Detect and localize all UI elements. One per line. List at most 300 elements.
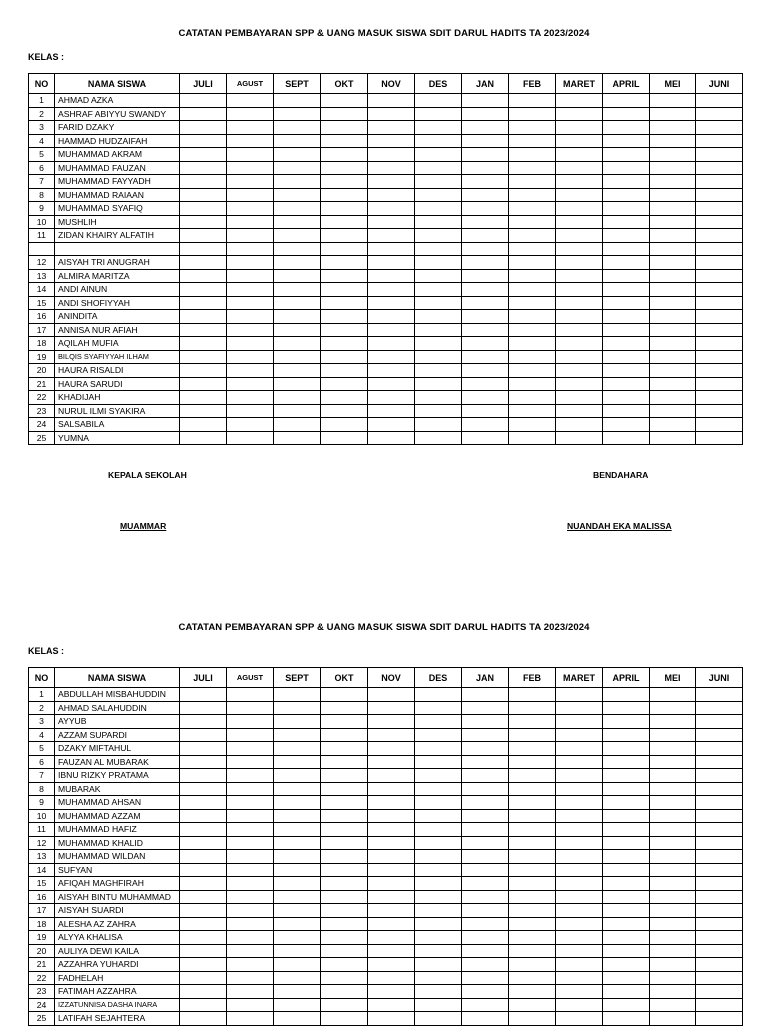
payment-cell[interactable] (509, 985, 556, 999)
payment-cell[interactable] (415, 931, 462, 945)
payment-cell[interactable] (603, 782, 650, 796)
payment-cell[interactable] (227, 998, 274, 1012)
payment-cell[interactable] (650, 404, 696, 418)
payment-cell[interactable] (321, 256, 368, 270)
payment-cell[interactable] (696, 134, 743, 148)
payment-cell[interactable] (603, 188, 650, 202)
payment-cell[interactable] (650, 998, 696, 1012)
payment-cell[interactable] (603, 769, 650, 783)
payment-cell[interactable] (509, 242, 556, 256)
payment-cell[interactable] (556, 310, 603, 324)
payment-cell[interactable] (650, 701, 696, 715)
payment-cell[interactable] (227, 296, 274, 310)
payment-cell[interactable] (556, 742, 603, 756)
payment-cell[interactable] (509, 742, 556, 756)
payment-cell[interactable] (415, 728, 462, 742)
payment-cell[interactable] (227, 202, 274, 216)
payment-cell[interactable] (227, 161, 274, 175)
payment-cell[interactable] (274, 931, 321, 945)
payment-cell[interactable] (321, 836, 368, 850)
payment-cell[interactable] (462, 823, 509, 837)
payment-cell[interactable] (509, 809, 556, 823)
payment-cell[interactable] (415, 877, 462, 891)
payment-cell[interactable] (368, 350, 415, 364)
payment-cell[interactable] (368, 364, 415, 378)
payment-cell[interactable] (227, 350, 274, 364)
payment-cell[interactable] (180, 769, 227, 783)
payment-cell[interactable] (650, 256, 696, 270)
payment-cell[interactable] (180, 148, 227, 162)
payment-cell[interactable] (603, 931, 650, 945)
payment-cell[interactable] (274, 877, 321, 891)
payment-cell[interactable] (556, 323, 603, 337)
payment-cell[interactable] (696, 796, 743, 810)
payment-cell[interactable] (368, 688, 415, 702)
payment-cell[interactable] (556, 917, 603, 931)
payment-cell[interactable] (696, 863, 743, 877)
payment-cell[interactable] (180, 1012, 227, 1026)
payment-cell[interactable] (462, 391, 509, 405)
payment-cell[interactable] (227, 323, 274, 337)
payment-cell[interactable] (321, 742, 368, 756)
payment-cell[interactable] (321, 688, 368, 702)
payment-cell[interactable] (603, 985, 650, 999)
payment-cell[interactable] (509, 958, 556, 972)
payment-cell[interactable] (274, 350, 321, 364)
payment-cell[interactable] (321, 971, 368, 985)
payment-cell[interactable] (227, 971, 274, 985)
payment-cell[interactable] (603, 431, 650, 445)
payment-cell[interactable] (274, 809, 321, 823)
payment-cell[interactable] (274, 823, 321, 837)
payment-cell[interactable] (650, 1012, 696, 1026)
payment-cell[interactable] (696, 94, 743, 108)
payment-cell[interactable] (556, 701, 603, 715)
payment-cell[interactable] (415, 796, 462, 810)
payment-cell[interactable] (462, 715, 509, 729)
payment-cell[interactable] (462, 769, 509, 783)
payment-cell[interactable] (462, 931, 509, 945)
payment-cell[interactable] (650, 877, 696, 891)
payment-cell[interactable] (227, 94, 274, 108)
payment-cell[interactable] (462, 782, 509, 796)
payment-cell[interactable] (415, 256, 462, 270)
payment-cell[interactable] (321, 701, 368, 715)
payment-cell[interactable] (556, 148, 603, 162)
payment-cell[interactable] (509, 769, 556, 783)
payment-cell[interactable] (650, 890, 696, 904)
payment-cell[interactable] (462, 742, 509, 756)
payment-cell[interactable] (321, 755, 368, 769)
payment-cell[interactable] (696, 917, 743, 931)
payment-cell[interactable] (556, 364, 603, 378)
payment-cell[interactable] (180, 836, 227, 850)
payment-cell[interactable] (462, 998, 509, 1012)
payment-cell[interactable] (603, 242, 650, 256)
payment-cell[interactable] (321, 283, 368, 297)
payment-cell[interactable] (696, 242, 743, 256)
payment-cell[interactable] (556, 188, 603, 202)
payment-cell[interactable] (696, 175, 743, 189)
payment-cell[interactable] (696, 215, 743, 229)
payment-cell[interactable] (462, 755, 509, 769)
payment-cell[interactable] (603, 904, 650, 918)
payment-cell[interactable] (696, 742, 743, 756)
payment-cell[interactable] (556, 242, 603, 256)
payment-cell[interactable] (650, 728, 696, 742)
payment-cell[interactable] (227, 715, 274, 729)
payment-cell[interactable] (462, 404, 509, 418)
payment-cell[interactable] (696, 256, 743, 270)
payment-cell[interactable] (603, 728, 650, 742)
payment-cell[interactable] (650, 391, 696, 405)
payment-cell[interactable] (227, 310, 274, 324)
payment-cell[interactable] (462, 688, 509, 702)
payment-cell[interactable] (696, 769, 743, 783)
payment-cell[interactable] (603, 121, 650, 135)
payment-cell[interactable] (415, 148, 462, 162)
payment-cell[interactable] (180, 161, 227, 175)
payment-cell[interactable] (321, 809, 368, 823)
payment-cell[interactable] (368, 796, 415, 810)
payment-cell[interactable] (462, 229, 509, 243)
payment-cell[interactable] (603, 229, 650, 243)
payment-cell[interactable] (462, 310, 509, 324)
payment-cell[interactable] (696, 377, 743, 391)
payment-cell[interactable] (321, 323, 368, 337)
payment-cell[interactable] (368, 809, 415, 823)
payment-cell[interactable] (509, 715, 556, 729)
payment-cell[interactable] (274, 202, 321, 216)
payment-cell[interactable] (274, 688, 321, 702)
payment-cell[interactable] (556, 836, 603, 850)
payment-cell[interactable] (415, 337, 462, 351)
payment-cell[interactable] (274, 836, 321, 850)
payment-cell[interactable] (556, 998, 603, 1012)
payment-cell[interactable] (509, 971, 556, 985)
payment-cell[interactable] (650, 215, 696, 229)
payment-cell[interactable] (696, 1012, 743, 1026)
payment-cell[interactable] (696, 782, 743, 796)
payment-cell[interactable] (227, 877, 274, 891)
payment-cell[interactable] (556, 688, 603, 702)
payment-cell[interactable] (603, 350, 650, 364)
payment-cell[interactable] (368, 998, 415, 1012)
payment-cell[interactable] (274, 364, 321, 378)
payment-cell[interactable] (321, 998, 368, 1012)
payment-cell[interactable] (321, 931, 368, 945)
payment-cell[interactable] (696, 188, 743, 202)
payment-cell[interactable] (180, 391, 227, 405)
payment-cell[interactable] (462, 350, 509, 364)
payment-cell[interactable] (274, 985, 321, 999)
payment-cell[interactable] (462, 296, 509, 310)
payment-cell[interactable] (180, 904, 227, 918)
payment-cell[interactable] (415, 215, 462, 229)
payment-cell[interactable] (603, 715, 650, 729)
payment-cell[interactable] (415, 269, 462, 283)
payment-cell[interactable] (650, 742, 696, 756)
payment-cell[interactable] (462, 202, 509, 216)
payment-cell[interactable] (274, 404, 321, 418)
payment-cell[interactable] (321, 890, 368, 904)
payment-cell[interactable] (321, 1012, 368, 1026)
payment-cell[interactable] (274, 1012, 321, 1026)
payment-cell[interactable] (227, 242, 274, 256)
payment-cell[interactable] (509, 364, 556, 378)
payment-cell[interactable] (509, 418, 556, 432)
payment-cell[interactable] (227, 175, 274, 189)
payment-cell[interactable] (509, 877, 556, 891)
payment-cell[interactable] (509, 269, 556, 283)
payment-cell[interactable] (462, 944, 509, 958)
payment-cell[interactable] (321, 134, 368, 148)
payment-cell[interactable] (696, 148, 743, 162)
payment-cell[interactable] (180, 350, 227, 364)
payment-cell[interactable] (368, 985, 415, 999)
payment-cell[interactable] (509, 350, 556, 364)
payment-cell[interactable] (509, 404, 556, 418)
payment-cell[interactable] (415, 755, 462, 769)
payment-cell[interactable] (650, 688, 696, 702)
payment-cell[interactable] (696, 269, 743, 283)
payment-cell[interactable] (603, 796, 650, 810)
payment-cell[interactable] (509, 337, 556, 351)
payment-cell[interactable] (368, 728, 415, 742)
payment-cell[interactable] (180, 296, 227, 310)
payment-cell[interactable] (415, 175, 462, 189)
payment-cell[interactable] (650, 350, 696, 364)
payment-cell[interactable] (556, 337, 603, 351)
payment-cell[interactable] (227, 377, 274, 391)
payment-cell[interactable] (274, 917, 321, 931)
payment-cell[interactable] (180, 283, 227, 297)
payment-cell[interactable] (180, 971, 227, 985)
payment-cell[interactable] (368, 310, 415, 324)
payment-cell[interactable] (368, 904, 415, 918)
payment-cell[interactable] (368, 188, 415, 202)
payment-cell[interactable] (368, 215, 415, 229)
payment-cell[interactable] (462, 283, 509, 297)
payment-cell[interactable] (603, 391, 650, 405)
payment-cell[interactable] (180, 404, 227, 418)
payment-cell[interactable] (321, 310, 368, 324)
payment-cell[interactable] (368, 782, 415, 796)
payment-cell[interactable] (180, 175, 227, 189)
payment-cell[interactable] (650, 337, 696, 351)
payment-cell[interactable] (556, 931, 603, 945)
payment-cell[interactable] (321, 728, 368, 742)
payment-cell[interactable] (603, 107, 650, 121)
payment-cell[interactable] (462, 1012, 509, 1026)
payment-cell[interactable] (415, 188, 462, 202)
payment-cell[interactable] (462, 958, 509, 972)
payment-cell[interactable] (180, 188, 227, 202)
payment-cell[interactable] (321, 796, 368, 810)
payment-cell[interactable] (180, 256, 227, 270)
payment-cell[interactable] (509, 863, 556, 877)
payment-cell[interactable] (180, 850, 227, 864)
payment-cell[interactable] (227, 337, 274, 351)
payment-cell[interactable] (603, 310, 650, 324)
payment-cell[interactable] (650, 836, 696, 850)
payment-cell[interactable] (509, 229, 556, 243)
payment-cell[interactable] (180, 998, 227, 1012)
payment-cell[interactable] (556, 431, 603, 445)
payment-cell[interactable] (650, 418, 696, 432)
payment-cell[interactable] (368, 769, 415, 783)
payment-cell[interactable] (603, 971, 650, 985)
payment-cell[interactable] (462, 418, 509, 432)
payment-cell[interactable] (415, 715, 462, 729)
payment-cell[interactable] (603, 269, 650, 283)
payment-cell[interactable] (415, 688, 462, 702)
payment-cell[interactable] (603, 809, 650, 823)
payment-cell[interactable] (274, 161, 321, 175)
payment-cell[interactable] (274, 904, 321, 918)
payment-cell[interactable] (650, 944, 696, 958)
payment-cell[interactable] (227, 931, 274, 945)
payment-cell[interactable] (556, 350, 603, 364)
payment-cell[interactable] (462, 904, 509, 918)
payment-cell[interactable] (180, 310, 227, 324)
payment-cell[interactable] (509, 161, 556, 175)
payment-cell[interactable] (274, 337, 321, 351)
payment-cell[interactable] (180, 94, 227, 108)
payment-cell[interactable] (603, 134, 650, 148)
payment-cell[interactable] (415, 742, 462, 756)
payment-cell[interactable] (368, 107, 415, 121)
payment-cell[interactable] (227, 418, 274, 432)
payment-cell[interactable] (415, 971, 462, 985)
payment-cell[interactable] (180, 755, 227, 769)
payment-cell[interactable] (227, 431, 274, 445)
payment-cell[interactable] (368, 323, 415, 337)
payment-cell[interactable] (274, 310, 321, 324)
payment-cell[interactable] (321, 188, 368, 202)
payment-cell[interactable] (180, 229, 227, 243)
payment-cell[interactable] (227, 1012, 274, 1026)
payment-cell[interactable] (650, 971, 696, 985)
payment-cell[interactable] (603, 958, 650, 972)
payment-cell[interactable] (415, 404, 462, 418)
payment-cell[interactable] (321, 985, 368, 999)
payment-cell[interactable] (415, 377, 462, 391)
payment-cell[interactable] (415, 418, 462, 432)
payment-cell[interactable] (462, 985, 509, 999)
payment-cell[interactable] (321, 175, 368, 189)
payment-cell[interactable] (462, 971, 509, 985)
payment-cell[interactable] (274, 188, 321, 202)
payment-cell[interactable] (227, 769, 274, 783)
payment-cell[interactable] (274, 958, 321, 972)
payment-cell[interactable] (180, 701, 227, 715)
payment-cell[interactable] (509, 755, 556, 769)
payment-cell[interactable] (180, 782, 227, 796)
payment-cell[interactable] (415, 391, 462, 405)
payment-cell[interactable] (368, 418, 415, 432)
payment-cell[interactable] (650, 985, 696, 999)
payment-cell[interactable] (650, 121, 696, 135)
payment-cell[interactable] (650, 931, 696, 945)
payment-cell[interactable] (650, 148, 696, 162)
payment-cell[interactable] (603, 877, 650, 891)
payment-cell[interactable] (321, 715, 368, 729)
payment-cell[interactable] (321, 769, 368, 783)
payment-cell[interactable] (556, 161, 603, 175)
payment-cell[interactable] (368, 391, 415, 405)
payment-cell[interactable] (415, 431, 462, 445)
payment-cell[interactable] (462, 323, 509, 337)
payment-cell[interactable] (650, 296, 696, 310)
payment-cell[interactable] (696, 350, 743, 364)
payment-cell[interactable] (556, 890, 603, 904)
payment-cell[interactable] (180, 742, 227, 756)
payment-cell[interactable] (696, 904, 743, 918)
payment-cell[interactable] (180, 944, 227, 958)
payment-cell[interactable] (696, 715, 743, 729)
payment-cell[interactable] (368, 850, 415, 864)
payment-cell[interactable] (274, 175, 321, 189)
payment-cell[interactable] (368, 1012, 415, 1026)
payment-cell[interactable] (180, 215, 227, 229)
payment-cell[interactable] (556, 256, 603, 270)
payment-cell[interactable] (415, 323, 462, 337)
payment-cell[interactable] (556, 215, 603, 229)
payment-cell[interactable] (415, 836, 462, 850)
payment-cell[interactable] (368, 296, 415, 310)
payment-cell[interactable] (321, 823, 368, 837)
payment-cell[interactable] (415, 242, 462, 256)
payment-cell[interactable] (415, 94, 462, 108)
payment-cell[interactable] (227, 796, 274, 810)
payment-cell[interactable] (321, 958, 368, 972)
payment-cell[interactable] (603, 823, 650, 837)
payment-cell[interactable] (556, 202, 603, 216)
payment-cell[interactable] (556, 958, 603, 972)
payment-cell[interactable] (368, 269, 415, 283)
payment-cell[interactable] (180, 121, 227, 135)
payment-cell[interactable] (462, 377, 509, 391)
payment-cell[interactable] (603, 418, 650, 432)
payment-cell[interactable] (462, 175, 509, 189)
payment-cell[interactable] (227, 229, 274, 243)
payment-cell[interactable] (696, 418, 743, 432)
payment-cell[interactable] (650, 755, 696, 769)
payment-cell[interactable] (509, 188, 556, 202)
payment-cell[interactable] (462, 728, 509, 742)
payment-cell[interactable] (368, 823, 415, 837)
payment-cell[interactable] (509, 701, 556, 715)
payment-cell[interactable] (509, 377, 556, 391)
payment-cell[interactable] (321, 161, 368, 175)
payment-cell[interactable] (227, 850, 274, 864)
payment-cell[interactable] (180, 364, 227, 378)
payment-cell[interactable] (556, 796, 603, 810)
payment-cell[interactable] (274, 782, 321, 796)
payment-cell[interactable] (696, 971, 743, 985)
payment-cell[interactable] (321, 944, 368, 958)
payment-cell[interactable] (509, 796, 556, 810)
payment-cell[interactable] (509, 931, 556, 945)
payment-cell[interactable] (274, 890, 321, 904)
payment-cell[interactable] (227, 256, 274, 270)
payment-cell[interactable] (368, 755, 415, 769)
payment-cell[interactable] (415, 823, 462, 837)
payment-cell[interactable] (696, 998, 743, 1012)
payment-cell[interactable] (227, 701, 274, 715)
payment-cell[interactable] (556, 134, 603, 148)
